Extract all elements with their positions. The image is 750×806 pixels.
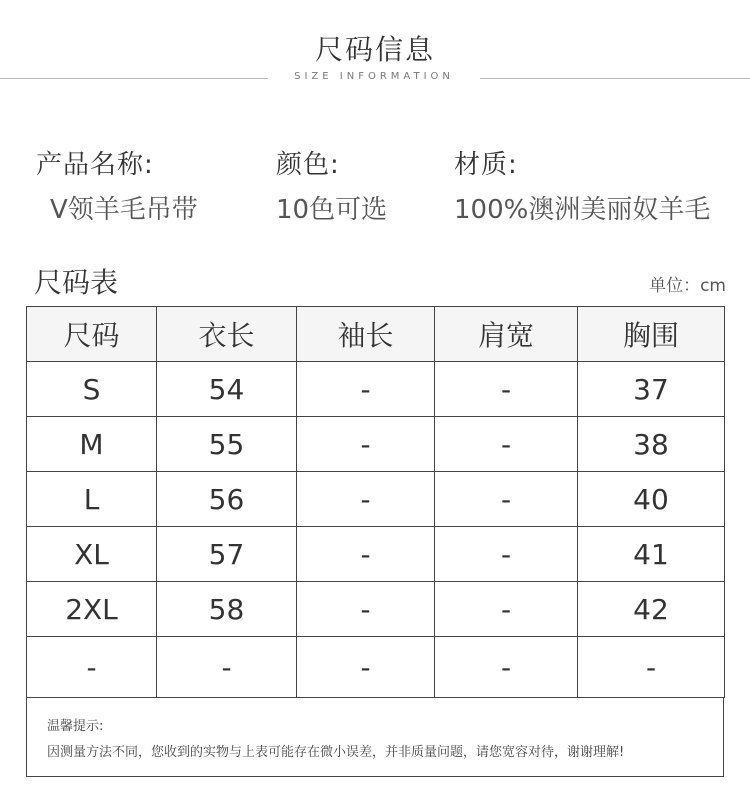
size-table [26,306,725,698]
table-row [27,637,725,698]
table-cell: - [297,362,435,417]
note-box [26,697,724,777]
material-value: 100%澳洲美丽奴羊毛 [454,195,711,225]
table-cell: - [435,417,578,472]
column-header: 尺码 [27,307,157,362]
table-cell: - [297,527,435,582]
table-cell: S [27,362,157,417]
table-row [27,527,725,582]
table-cell: - [578,637,725,698]
material-block [454,144,710,226]
table-cell: 40 [578,472,725,527]
note-text: 因测量方法不同，您收到的实物与上表可能存在微小误差，并非质量问题，请您宽容对待，谢谢理解! [47,745,625,760]
column-header: 衣长 [157,307,297,362]
table-cell: - [435,582,578,637]
divider-right [480,78,750,79]
table-cell: - [435,472,578,527]
table-cell: 54 [157,362,297,417]
table-cell: 41 [578,527,725,582]
color-block [276,144,387,226]
color-value: 10色可选 [276,195,388,225]
table-cell: - [297,637,435,698]
table-cell: 2XL [27,582,157,637]
table-cell: 42 [578,582,725,637]
table-cell: 56 [157,472,297,527]
table-cell: 57 [157,527,297,582]
table-row [27,362,725,417]
table-cell: - [27,637,157,698]
size-table-heading: 尺码表 [34,266,119,299]
table-cell: 37 [578,362,725,417]
table-cell: 55 [157,417,297,472]
divider-left [0,78,268,79]
table-cell: 38 [578,417,725,472]
table-cell: 58 [157,582,297,637]
page-title: 尺码信息 [314,33,435,66]
page-subtitle: SIZE INFORMATION [294,71,454,82]
product-name-block [36,144,198,226]
table-row [27,417,725,472]
note-title: 温馨提示: [47,719,104,734]
table-cell: - [297,417,435,472]
table-cell: - [435,362,578,417]
table-cell: - [297,472,435,527]
product-name-label: 产品名称: [36,150,154,180]
column-header: 袖长 [297,307,435,362]
subtitle-row [0,70,750,90]
table-cell: L [27,472,157,527]
table-cell: - [435,637,578,698]
table-cell: M [27,417,157,472]
unit-label: 单位：cm [649,276,726,296]
table-cell: - [435,527,578,582]
color-label: 颜色: [276,150,340,180]
product-name-value: V领羊毛吊带 [50,195,198,225]
column-header: 胸围 [578,307,725,362]
table-header-row [27,307,725,362]
column-header: 肩宽 [435,307,578,362]
table-cell: XL [27,527,157,582]
table-cell: - [157,637,297,698]
table-row [27,472,725,527]
material-label: 材质: [454,150,518,180]
table-cell: - [297,582,435,637]
table-row [27,582,725,637]
